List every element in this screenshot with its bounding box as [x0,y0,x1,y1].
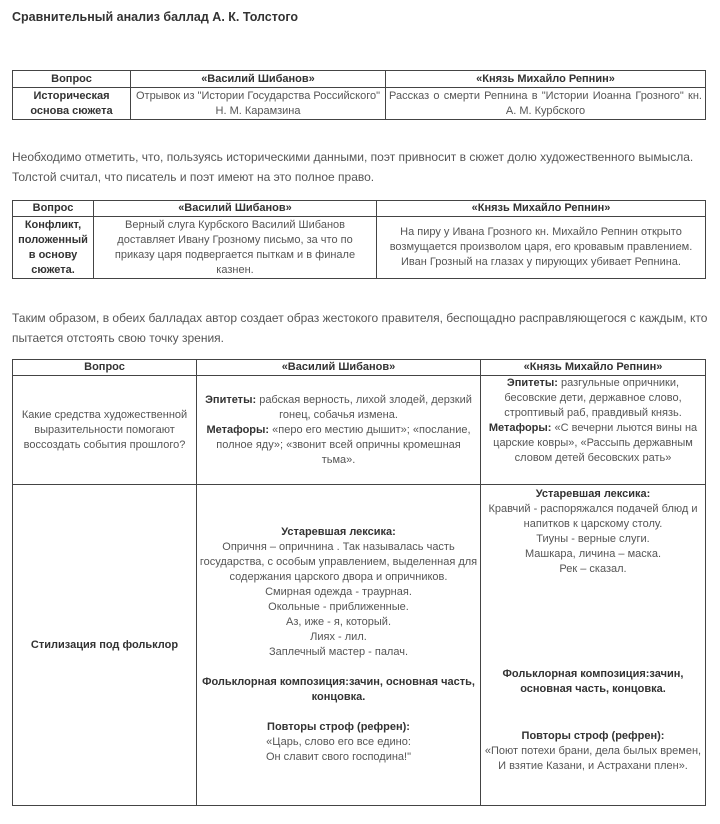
repnin-cell: Рассказ о смерти Репнина в "Истории Иоанна Грозного" кн. А. М. Курбского [386,88,706,120]
table-historical-basis [12,70,706,120]
composition-text: Фольклорная композиция:зачин, основная часть, концовка. [202,676,475,703]
lexicon-item: Опричня – опричнина . Так называлась часть государства, с особым управлением, выделенная для содержания царского двора и опричников. [199,541,478,583]
table-means [12,359,706,806]
shibanov-folklore-cell [197,485,481,806]
metaphors-text: «С вечерни льются вины на царские ковры», «Рассыпь державным словом детей бесовских рать» [493,422,698,464]
refrain-line: «Поют потехи брани, дела былых времен, [484,745,702,757]
page-title: Сравнительный анализ баллад А. К. Толстого [12,10,299,24]
metaphors-label: Метафоры: [488,422,552,434]
lexicon-item: Лиях - лил. [310,631,367,643]
shibanov-cell: Отрывок из "Истории Государства Российского" Н. М. Карамзина [131,88,386,120]
table-conflict [12,200,706,279]
shibanov-means-cell [197,376,481,485]
header-shibanov: «Василий Шибанов» [94,201,377,217]
lexicon-label: Устаревшая лексика: [281,526,396,538]
composition-text: Фольклорная композиция:зачин, основная часть, концовка. [502,668,684,695]
metaphors-text: «перо его местию дышит»; «послание, полное яду»; «звонит всей опричны кромешная тьма». [216,423,471,466]
repnin-cell: На пиру у Ивана Грозного кн. Михайло Репнин открыто возмущается произволом царя, его кровавым правлением. Иван Грозный на глазах у пирующих убивает Репнина. [377,217,706,279]
question-cell: Конфликт, положенный в основу сюжета. [13,217,94,279]
header-question: Вопрос [13,201,94,217]
epithets-text: рабская верность, лихой злодей, дерзкий гонец, собачья измена. [256,393,472,421]
lexicon-label: Устаревшая лексика: [535,488,651,500]
question-cell: Историческая основа сюжета [13,88,131,120]
refrain-line: Он славит свого господина!" [265,751,412,763]
paragraph-fiction: Необходимо отметить, что, пользуясь историческими данными, поэт привносит в сюжет долю художественного вымысла. Толстой считал, что писатель и поэт имеют на это полное право. [12,150,694,184]
lexicon-item: Кравчий - распоряжался подачей блюд и напитков к царскому столу. [488,503,698,530]
refrain-label: Повторы строф (рефрен): [521,730,665,742]
epithets-label: Эпитеты: [205,393,257,406]
header-question: Вопрос [13,360,197,376]
lexicon-item: Смирная одежда - траурная. [265,586,412,598]
header-repnin: «Князь Михайло Репнин» [386,71,706,88]
lexicon-item: Рек – сказал. [559,563,627,575]
header-shibanov: «Василий Шибанов» [197,360,481,376]
lexicon-item: Тиуны - верные слуги. [536,533,650,545]
question-cell: Стилизация под фольклор [13,485,197,806]
refrain-line: «Царь, слово его все едино: [266,736,411,748]
lexicon-item: Аз, иже - я, который. [285,616,392,628]
epithets-label: Эпитеты: [506,377,558,389]
lexicon-item: Заплечный мастер - палач. [268,646,409,658]
repnin-folklore-cell [481,485,706,806]
paragraph-conclusion: Таким образом, в обеих балладах автор создает образ жестокого правителя, беспощадно расправляющегося с каждым, кто пытается отстоять свою точку зрения. [12,311,708,345]
question-cell: Какие средства художественной выразительности помогают воссоздать события прошлого? [13,376,197,485]
header-question: Вопрос [13,71,131,88]
epithets-text: разгульные опричники, бесовские дети, державное слово, строптивый раб, правдивый князь. [504,377,682,419]
repnin-means-cell [481,376,706,485]
header-repnin: «Князь Михайло Репнин» [481,360,706,376]
refrain-label: Повторы строф (рефрен): [267,721,410,733]
header-repnin: «Князь Михайло Репнин» [377,201,706,217]
header-shibanov: «Василий Шибанов» [131,71,386,88]
metaphors-label: Метафоры: [206,423,270,436]
lexicon-item: Машкара, личина – маска. [524,548,662,560]
lexicon-item: Окольные - приближенные. [268,601,409,613]
shibanov-cell: Верный слуга Курбского Василий Шибанов доставляет Ивану Грозному письмо, за что по приказу царя подвергается пыткам и в финале казнен. [94,217,377,279]
refrain-line: И взятие Казани, и Астрахани плен». [498,760,688,772]
